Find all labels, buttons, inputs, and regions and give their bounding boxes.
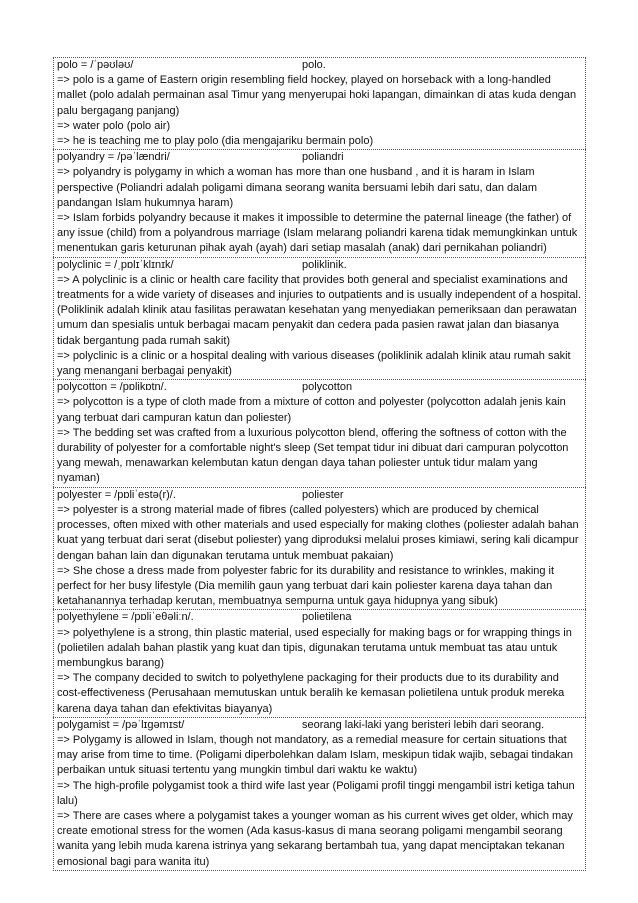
headword-pronunciation: polo = /ˈpəʊləʊ/ (57, 59, 134, 71)
example-line: => There are cases where a polygamist takes a younger woman as his current wives get older, which may create emotional stress for the women (Ada kasus-kasus di mana seorang poligami mengambil seorang wanita yang lebih muda karena istrinya yang sekarang bertambah tua, yang dapat menciptakan tekanan emosional bagi para wanita itu) (57, 809, 573, 868)
headword-translation: poliandri (302, 151, 344, 164)
definition-line: => polyester is a strong material made of fibres (called polyesters) which are produced by chemical processes, often mixed with other materials and used especially for making clothes (poliester adalah bahan kuat yang terbuat dari serat (disebut poliester) yang diproduksi melalui proses kimiawi, sering kali dicampur dengan bahan lain dan digunakan terutama untuk membuat pakaian) (57, 503, 579, 562)
example-line: => The bedding set was crafted from a luxurious polycotton blend, offering the softness of cotton with the durability of polyester for a comfortable night's sleep (Set tempat tidur ini dibuat dari campuran polycotton yang mewah, menawarkan kelembutan katun dengan daya tahan poliester untuk tidur malam yang nyaman) (57, 426, 569, 485)
entry-header (57, 718, 583, 733)
example-line: => he is teaching me to play polo (dia mengajariku bermain polo) (57, 135, 374, 148)
example-line: => The high-profile polygamist took a third wife last year (Poligami profil tinggi mengambil istri ketiga tahun lalu) (57, 779, 575, 807)
definition-line: => polyandry is polygamy in which a woman has more than one husband , and it is haram in Islam perspective (Poliandri adalah poligami dimana seorang wanita bersuami lebih dari satu, dan dalam pandangan Islam hukumnya haram) (57, 166, 537, 209)
entry-header (57, 258, 583, 273)
entry-header (57, 610, 583, 625)
example-line: => water polo (polo air) (57, 119, 171, 132)
entry-polo (53, 57, 586, 149)
definition-line: => Polygamy is allowed in Islam, though not mandatory, as a remedial measure for certain situations that may arise from time to time. (Poligami diperbolehkan dalam Islam, meskipun tidak wajib, sebagai tindakan perbaikan untuk situasi tertentu yang mungkin timbul dari waktu ke waktu) (57, 733, 574, 777)
headword-translation: poliester (302, 488, 344, 501)
entry-polycotton (53, 379, 586, 486)
entry-polyethylene (53, 609, 586, 716)
example-line: => The company decided to switch to polyethylene packaging for their products due to its durability and cost-effectiveness (Perusahaan memutuskan untuk beralih ke kemasan polietilena untuk produk mereka karena daya tahan dan efektivitas biayanya) (57, 672, 565, 715)
vocabulary-document (53, 57, 586, 871)
entry-header (57, 150, 583, 165)
definition-line: => A polyclinic is a clinic or health care facility that provides both general and specialist examinations and treatments for a wide variety of diseases and injuries to outpatients and is usually independent of a hospital. (Poliklinik adalah klinik atau fasilitas perawatan kesehatan yang menyediakan pemeriksaan dan perawatan umum dan spesialis untuk berbagai macam penyakit dan cedera pada pasien rawat jalan dan biasanya tidak bergantung pada rumah sakit) (57, 273, 582, 347)
headword-pronunciation: polyethylene = /pɒliˈeθəliːn/. (57, 611, 194, 624)
definition-line: => polo is a game of Eastern origin resembling field hockey, played on horseback with a long-handled mallet (polo adalah permainan asal Timur yang menyerupai hoki lapangan, dimainkan di atas kuda dengan palu bergagang panjang) (57, 74, 577, 117)
headword-pronunciation: polyandry = /pəˈlændri/ (57, 151, 170, 164)
entry-polyandry (53, 149, 586, 256)
headword-translation: polo. (302, 59, 326, 71)
entry-polygamist (53, 717, 586, 871)
headword-pronunciation: polycotton = /pɒlikɒtn/. (57, 381, 167, 394)
headword-translation: poliklinik. (302, 258, 347, 271)
entry-header (57, 488, 583, 503)
example-line: => She chose a dress made from polyester fabric for its durability and resistance to wrinkles, making it perfect for her busy lifestyle (Dia memilih gaun yang terbuat dari kain poliester karena daya tahan dan ketahanannya terhadap kerutan, membuatnya sempurna untuk gaya hidupnya yang sibuk) (57, 564, 555, 608)
headword-translation: seorang laki-laki yang beristeri lebih dari seorang. (302, 718, 545, 731)
entry-polyclinic (53, 257, 586, 380)
headword-pronunciation: polygamist = /pəˈlɪɡəmɪst/ (57, 718, 185, 731)
headword-pronunciation: polyclinic = /ˌpɒlɪˈklɪnɪk/ (57, 258, 174, 271)
headword-translation: polietilena (302, 611, 352, 624)
definition-line: => polycotton is a type of cloth made from a mixture of cotton and polyester (polycotton adalah jenis kain yang terbuat dari campuran katun dan poliester) (57, 396, 566, 424)
entry-header (57, 380, 583, 395)
entry-header (57, 58, 583, 73)
definition-line: => polyethylene is a strong, thin plastic material, used especially for making bags or for wrapping things in (polietilen adalah bahan plastik yang kuat dan tipis, digunakan terutama untuk membuat tas atau untuk membungkus barang) (57, 626, 572, 669)
entry-polyester (53, 487, 586, 610)
headword-translation: polycotton (302, 381, 353, 394)
example-line: => polyclinic is a clinic or a hospital dealing with various diseases (poliklinik adalah klinik atau rumah sakit yang menangani berbagai penyakit) (57, 349, 571, 378)
headword-pronunciation: polyester = /pɒliˈestə(r)/. (57, 488, 176, 501)
example-line: => Islam forbids polyandry because it makes it impossible to determine the paternal lineage (the father) of any issue (child) from a polyandrous marriage (Islam melarang poliandri karena tidak memungkinkan untuk menentukan garis keturunan pihak ayah (ayah) dari setiap masalah (anak) dari pernikahan poliandri) (57, 212, 578, 255)
